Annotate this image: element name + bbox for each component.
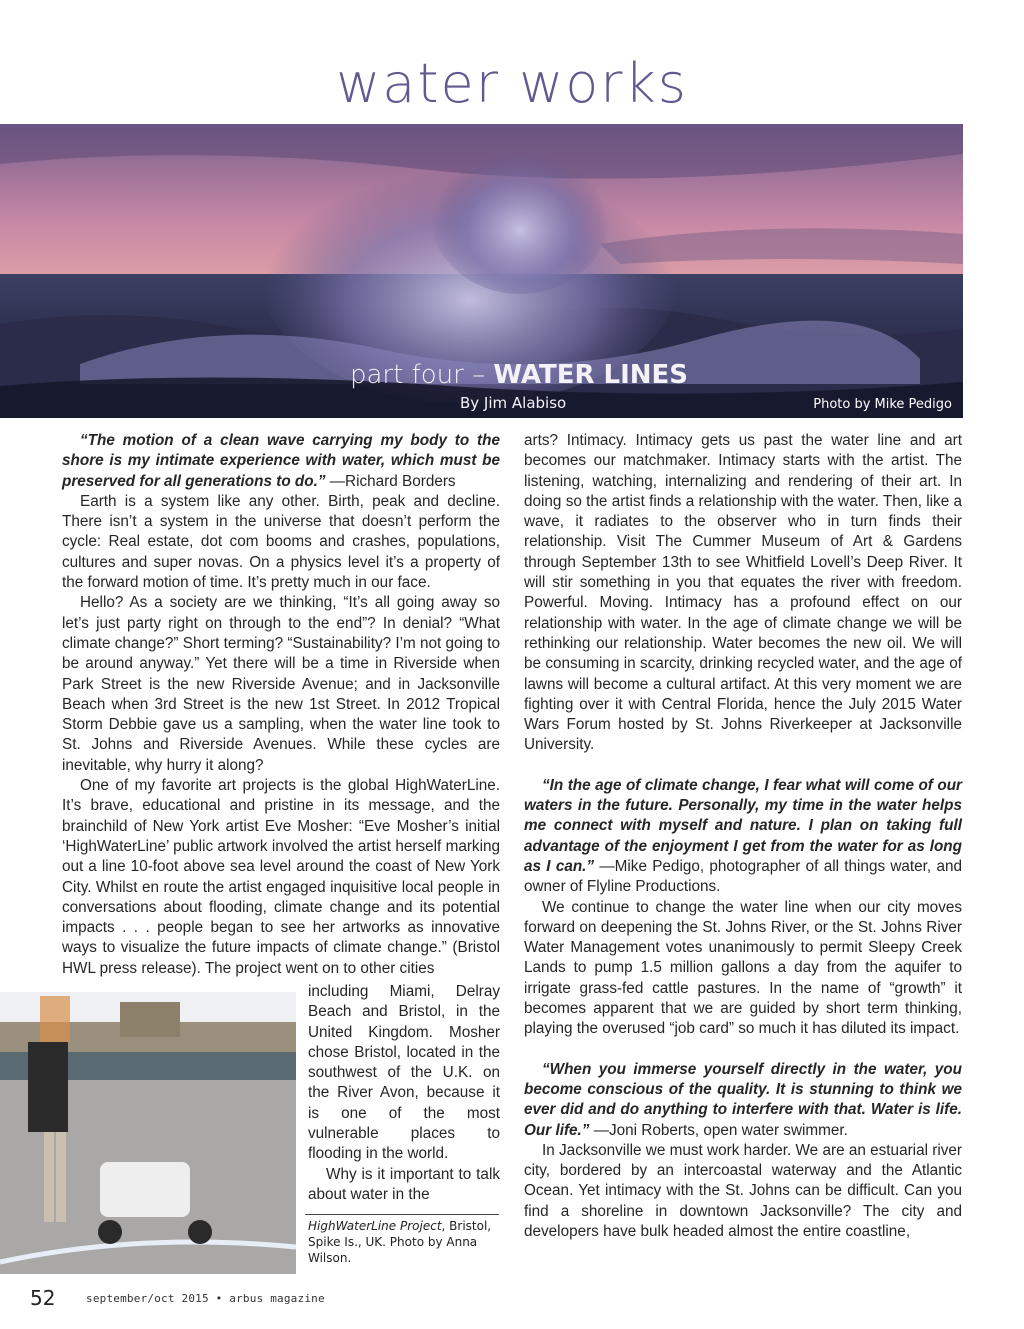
caption-divider: [305, 1214, 499, 1215]
paragraph: Earth is a system like any other. Birth, peak and decline. There isn’t a system in the universe that doesn’t perform the cycle: Real estate, dot com booms and crashes, populations, cultures and super novas. On a physics level it’s a property of the forward motion of time. It’s pretty much in our face.: [62, 492, 500, 592]
quote-text: “The motion of a clean wave carrying my body to the shore is my intimate experience with water, which must be preserved for all generations to do.”: [62, 432, 500, 490]
quote-attribution: —Joni Roberts, open water swimmer.: [589, 1121, 848, 1139]
caption-project-name: HighWaterLine Project: [308, 1219, 442, 1233]
paragraph: One of my favorite art projects is the global HighWaterLine. It’s brave, educational and pristine in its message, and the brainchild of New York artist Eve Mosher: “Eve Mosher’s initial ‘HighWaterLine’ public artwork involved the artist herself marking out a line 10-foot above sea level around the coast of New York City. Whilst en route the artist engaged inquisitive local people in conversations about flooding, climate change and its potential impacts . . . people began to see her artworks as innovative ways to visualize the future impacts of climate change.” (Bristol HWL press release). The project went on to other cities: [62, 777, 500, 977]
quote-attribution: —Richard Borders: [325, 472, 456, 490]
issue-footer: september/oct 2015 • arbus magazine: [86, 1292, 325, 1305]
quote-joni-roberts: [524, 1060, 962, 1141]
quote-text: “When you immerse yourself directly in the water, you become conscious of the quality. It is stunning to think we ever did and do anything to interfere with that. Water is life. Our life.”: [524, 1060, 962, 1139]
article-title: [350, 360, 688, 390]
paragraph: including Miami, Delray Beach and Bristol, in the United Kingdom. Mosher chose Bristol, located in the southwest of the U.K. on the River Avon, because it is one of the most vulnerable places to flooding in the world.: [308, 983, 500, 1163]
photo-caption: [308, 1218, 498, 1266]
part-prefix: part four –: [350, 360, 486, 390]
right-column: [524, 431, 962, 1242]
part-title: WATER LINES: [493, 360, 689, 390]
paragraph: Why is it important to talk about water in the: [308, 1165, 500, 1203]
paragraph: Hello? As a society are we thinking, “It’s all going away so let’s just party right on through to the end”? In denial? “What climate change?” Short terming? “Sustainability? I’m not going to be around anyway.” Yet there will be a time in Riverside when Park Street is the new Riverside Avenue; and in Jacksonville Beach when 3rd Street is the new 1st Street. In 2012 Tropical Storm Debbie gave us a sampling, when the water line took to St. Johns and Riverside Avenues. While these cycles are inevitable, why hurry it along?: [62, 594, 500, 774]
photo-credit: Photo by Mike Pedigo: [813, 397, 952, 412]
page-number: 52: [30, 1286, 56, 1310]
left-column: [62, 431, 500, 979]
left-column-continued: [308, 982, 500, 1205]
quote-mike-pedigo: [524, 776, 962, 898]
section-title: water works: [336, 52, 688, 115]
caption-details: , Bristol, Spike Is., UK. Photo by Anna Wilson.: [308, 1219, 492, 1265]
quote-text: “In the age of climate change, I fear what will come of our waters in the future. Personally, my time in the water helps me connect with myself and nature. I plan on taking full advantage of the enjoyment I get from the water for as long as I can.”: [524, 776, 962, 875]
paragraph: arts? Intimacy. Intimacy gets us past the water line and art becomes our matchmaker. Intimacy starts with the artist. The listening, watching, internalizing and rendering of their art. In doing so the artist finds a relationship with the water. Then, like a wave, it radiates to the observer who in turn finds their relationship. Visit The Cummer Museum of Art & Gardens through September 13th to see Whitfield Lovell’s Deep River. It will stir something in you that equates the river with freedom. Powerful. Moving. Intimacy has a profound effect on our relationship with water. In the age of climate change we will be rethinking our relationship. Water becomes the new oil. We will be consuming in scarcity, drinking recycled water, and the age of lawns will become a cultural artifact. At this very moment we are fighting over it with Central Florida, hence the July 2015 Water Wars Forum hosted by St. Johns Riverkeeper at Jacksonville University.: [524, 432, 962, 754]
chalk-line-illustration: [0, 992, 296, 1274]
quote-attribution: —Mike Pedigo, photographer of all things water, and owner of Flyline Productions.: [524, 857, 962, 896]
paragraph: We continue to change the water line when our city moves forward on deepening the St. Johns River, or the St. Johns River Water Management votes unanimously to permit Sleepy Creek Lands to pump 1.5 million gallons a day from the aquifer to irrigate grass-fed cattle pastures. In the name of “growth” it becomes apparent that we are guided by short term thinking, playing the overused “job card” so much it has diluted its impact.: [524, 898, 962, 1038]
byline: By Jim Alabiso: [460, 394, 567, 412]
paragraph: In Jacksonville we must work harder. We are an estuarial river city, bordered by an intercoastal waterway and the Atlantic Ocean. Yet intimacy with the St. Johns can be difficult. Can you find a shoreline in downtown Jacksonville? The city and developers have bulk headed almost the entire coastline,: [524, 1141, 962, 1240]
quote-richard-borders: [62, 431, 500, 492]
highwaterline-photo: [0, 992, 296, 1274]
